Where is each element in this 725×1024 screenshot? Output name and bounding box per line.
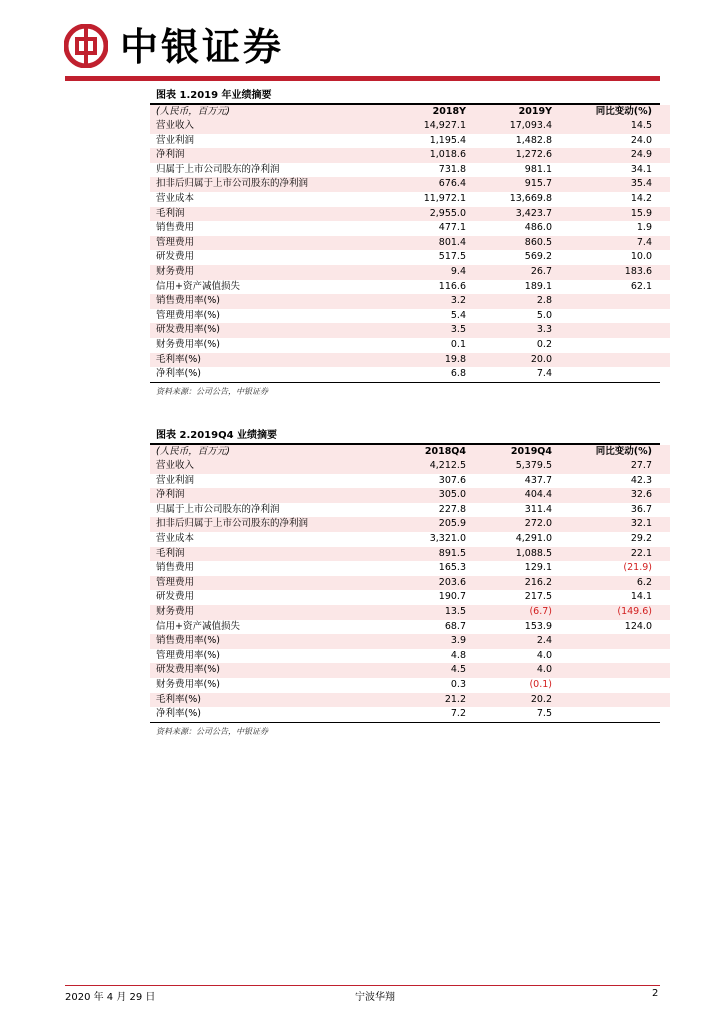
table-cell: 203.6 xyxy=(386,576,472,591)
table-cell: 569.2 xyxy=(524,251,552,263)
header-rule xyxy=(65,76,660,81)
table-cell xyxy=(558,678,670,693)
table-cell: 20.0 xyxy=(472,353,558,368)
table-cell: 3.9 xyxy=(386,634,472,649)
row-label: 毛利率(%) xyxy=(150,693,386,708)
table-cell: 183.6 xyxy=(558,265,670,280)
table1 xyxy=(150,105,670,382)
table-row xyxy=(150,605,670,620)
row-label: 财务费用 xyxy=(150,605,386,620)
table-cell: (0.1) xyxy=(529,679,552,690)
row-label: 研发费用 xyxy=(156,251,195,263)
table-cell: 29.2 xyxy=(630,533,652,545)
table-cell: 68.7 xyxy=(444,620,466,632)
table-cell: 14,927.1 xyxy=(386,119,472,134)
table-cell: 404.4 xyxy=(472,488,558,503)
table-cell: (6.7) xyxy=(472,605,558,620)
table-row xyxy=(150,590,670,605)
table-row xyxy=(150,367,670,382)
table-cell: 0.3 xyxy=(450,679,466,690)
table-row xyxy=(150,177,670,192)
table-cell: 4.5 xyxy=(386,663,472,678)
row-label: 销售费用率(%) xyxy=(150,294,386,309)
column-header: (人民币，百万元) xyxy=(150,445,386,460)
table-cell: 981.1 xyxy=(524,163,552,175)
table-cell: 15.9 xyxy=(558,207,670,222)
table-cell: 1,195.4 xyxy=(429,134,466,146)
row-label: 管理费用 xyxy=(150,576,386,591)
table-cell: 35.4 xyxy=(558,177,670,192)
table-cell: (149.6) xyxy=(558,605,670,620)
table-cell: 4.0 xyxy=(472,663,558,678)
table-row xyxy=(150,192,670,207)
table-cell: 7.5 xyxy=(536,708,552,720)
row-label: 营业收入 xyxy=(150,119,386,134)
table-cell: 129.1 xyxy=(524,562,552,574)
table-row xyxy=(150,693,670,708)
table-cell: 1,018.6 xyxy=(386,148,472,163)
column-header: 2018Q4 xyxy=(386,445,472,460)
column-header: 2019Y xyxy=(472,105,558,120)
row-label: 营业收入 xyxy=(150,459,386,474)
table-cell: 3.3 xyxy=(472,323,558,338)
table-cell: 17,093.4 xyxy=(472,119,558,134)
table1-bottom-rule xyxy=(150,382,660,383)
table-cell: 22.1 xyxy=(558,547,670,562)
table-row xyxy=(150,532,670,547)
row-label: 净利润 xyxy=(150,488,386,503)
table1-title: 图表 1.2019 年业绩摘要 xyxy=(156,90,272,101)
table-cell: 272.0 xyxy=(472,517,558,532)
table2 xyxy=(150,445,670,722)
table-cell xyxy=(558,693,670,708)
table-cell: 62.1 xyxy=(630,280,652,292)
table-cell: 14.5 xyxy=(558,119,670,134)
table-cell xyxy=(558,323,670,338)
table-row xyxy=(150,353,670,368)
table-row xyxy=(150,294,670,309)
table-cell: 7.4 xyxy=(558,236,670,251)
table-cell: 21.2 xyxy=(386,693,472,708)
row-label: 净利率(%) xyxy=(156,708,201,720)
table-cell: 34.1 xyxy=(630,163,652,175)
table-cell: 307.6 xyxy=(438,474,466,486)
table-cell: 13.5 xyxy=(386,605,472,620)
table-cell: 4,212.5 xyxy=(386,459,472,474)
row-label: 信用+资产减值损失 xyxy=(156,280,240,292)
table-cell: 0.1 xyxy=(450,339,466,350)
row-label: 管理费用率(%) xyxy=(156,309,220,321)
table-cell: 2,955.0 xyxy=(386,207,472,222)
table-row xyxy=(150,338,670,353)
table-cell: 227.8 xyxy=(438,503,466,515)
row-label: 销售费用 xyxy=(156,222,195,234)
table-row xyxy=(150,503,670,518)
table-row xyxy=(150,148,670,163)
table1-source: 资料来源：公司公告，中银证券 xyxy=(156,386,268,396)
table-row xyxy=(150,280,670,295)
table-cell xyxy=(558,338,670,353)
table-row xyxy=(150,474,670,489)
table-cell: 7.2 xyxy=(450,708,466,720)
table-cell xyxy=(558,707,670,722)
table-cell: 32.6 xyxy=(558,488,670,503)
table-cell: 3.2 xyxy=(386,294,472,309)
row-label: 营业成本 xyxy=(156,193,195,205)
table-header-row xyxy=(150,105,670,120)
table-row xyxy=(150,663,670,678)
table-cell: 891.5 xyxy=(386,547,472,562)
table-row xyxy=(150,265,670,280)
table-cell xyxy=(558,649,670,664)
table-cell: 216.2 xyxy=(472,576,558,591)
table-cell: 5.4 xyxy=(450,309,466,321)
row-label: 管理费用率(%) xyxy=(156,649,220,661)
table-cell: 13,669.8 xyxy=(509,193,552,205)
row-label: 财务费用率(%) xyxy=(156,679,220,690)
table-cell: 860.5 xyxy=(472,236,558,251)
table-cell: 42.3 xyxy=(630,474,652,486)
column-header: (人民币，百万元) xyxy=(150,105,386,120)
table-row xyxy=(150,649,670,664)
row-label: 毛利率(%) xyxy=(150,353,386,368)
boc-logo-icon xyxy=(64,24,108,68)
row-label: 研发费用 xyxy=(156,591,195,603)
table-cell: 19.8 xyxy=(386,353,472,368)
row-label: 销售费用 xyxy=(156,562,195,574)
table-cell: 3,321.0 xyxy=(429,533,466,545)
table-row xyxy=(150,678,670,693)
table-cell: 4.0 xyxy=(536,649,552,661)
table-cell: 731.8 xyxy=(438,163,466,175)
table-row xyxy=(150,163,670,178)
table-cell: 26.7 xyxy=(472,265,558,280)
table-cell: 4,291.0 xyxy=(515,533,552,545)
table-cell: 205.9 xyxy=(386,517,472,532)
row-label: 营业利润 xyxy=(156,474,195,486)
table-row xyxy=(150,250,670,265)
table-cell: 24.9 xyxy=(558,148,670,163)
table-row xyxy=(150,634,670,649)
table-cell: 20.2 xyxy=(472,693,558,708)
table-cell: 915.7 xyxy=(472,177,558,192)
table-cell: 517.5 xyxy=(438,251,466,263)
table-row xyxy=(150,119,670,134)
table-row xyxy=(150,134,670,149)
table-cell: 6.8 xyxy=(450,368,466,380)
table-cell: 1.9 xyxy=(636,222,652,234)
table-row xyxy=(150,561,670,576)
table-cell xyxy=(558,309,670,324)
table-cell: 1,272.6 xyxy=(472,148,558,163)
column-header: 同比变动(%) xyxy=(558,105,670,120)
table2-bottom-rule xyxy=(150,722,660,723)
table-row xyxy=(150,547,670,562)
table-cell: 2.4 xyxy=(472,634,558,649)
table-cell: 5,379.5 xyxy=(472,459,558,474)
table-cell xyxy=(558,353,670,368)
table-cell xyxy=(558,367,670,382)
table-cell: 305.0 xyxy=(386,488,472,503)
table-cell: 32.1 xyxy=(558,517,670,532)
footer-date: 2020 年 4 月 29 日 xyxy=(65,992,156,1003)
table-cell: 11,972.1 xyxy=(423,193,466,205)
table-cell: 437.7 xyxy=(524,474,552,486)
table-cell: 6.2 xyxy=(558,576,670,591)
table-cell: 3.5 xyxy=(386,323,472,338)
table-row xyxy=(150,221,670,236)
row-label: 毛利润 xyxy=(150,207,386,222)
table-cell: 217.5 xyxy=(524,591,552,603)
row-label: 研发费用率(%) xyxy=(150,663,386,678)
table-row xyxy=(150,517,670,532)
row-label: 营业利润 xyxy=(156,134,195,146)
table-cell: 0.2 xyxy=(536,339,552,350)
column-header: 2018Y xyxy=(386,105,472,120)
row-label: 归属于上市公司股东的净利润 xyxy=(156,503,280,515)
table2-title: 图表 2.2019Q4 业绩摘要 xyxy=(156,430,278,441)
table-cell: 24.0 xyxy=(630,134,652,146)
row-label: 管理费用 xyxy=(150,236,386,251)
footer-rule xyxy=(65,985,660,986)
table-cell: 311.4 xyxy=(524,503,552,515)
table-cell: 36.7 xyxy=(630,503,652,515)
table-cell: 10.0 xyxy=(630,251,652,263)
row-label: 财务费用 xyxy=(150,265,386,280)
table-row xyxy=(150,323,670,338)
table-cell: 5.0 xyxy=(536,309,552,321)
table-header-row xyxy=(150,445,670,460)
table-cell: 3,423.7 xyxy=(472,207,558,222)
table1-section xyxy=(150,89,660,397)
table-row xyxy=(150,207,670,222)
table-row xyxy=(150,309,670,324)
table-cell: 27.7 xyxy=(558,459,670,474)
row-label: 销售费用率(%) xyxy=(150,634,386,649)
row-label: 营业成本 xyxy=(156,533,195,545)
table2-section xyxy=(150,429,660,737)
row-label: 财务费用率(%) xyxy=(156,339,220,350)
table-cell: 190.7 xyxy=(438,591,466,603)
table-row xyxy=(150,459,670,474)
table-cell: 116.6 xyxy=(438,280,466,292)
table-row xyxy=(150,576,670,591)
row-label: 扣非后归属于上市公司股东的净利润 xyxy=(150,517,386,532)
brand-name: 中银证券 xyxy=(120,24,285,69)
table-cell xyxy=(558,634,670,649)
table-cell: 477.1 xyxy=(438,222,466,234)
row-label: 归属于上市公司股东的净利润 xyxy=(156,163,280,175)
table-cell: 4.8 xyxy=(450,649,466,661)
table-row xyxy=(150,620,670,635)
column-header: 2019Q4 xyxy=(472,445,558,460)
table-cell: 486.0 xyxy=(524,222,552,234)
footer-company: 宁波华翔 xyxy=(355,992,395,1003)
row-label: 研发费用率(%) xyxy=(150,323,386,338)
row-label: 净利润 xyxy=(150,148,386,163)
table-cell: 801.4 xyxy=(386,236,472,251)
footer-page-number: 2 xyxy=(652,988,659,999)
table-cell: 124.0 xyxy=(624,620,652,632)
table2-source: 资料来源：公司公告，中银证券 xyxy=(156,726,268,736)
table-row xyxy=(150,488,670,503)
column-header: 同比变动(%) xyxy=(558,445,670,460)
table-row xyxy=(150,236,670,251)
table-cell: 7.4 xyxy=(536,368,552,380)
table-cell xyxy=(558,294,670,309)
row-label: 信用+资产减值损失 xyxy=(156,620,240,632)
table-cell: 165.3 xyxy=(438,562,466,574)
row-label: 毛利润 xyxy=(150,547,386,562)
table-cell xyxy=(558,663,670,678)
table-row xyxy=(150,707,670,722)
table-cell: 14.1 xyxy=(630,591,652,603)
table-cell: 9.4 xyxy=(386,265,472,280)
row-label: 净利率(%) xyxy=(156,368,201,380)
table-cell: 189.1 xyxy=(524,280,552,292)
table-cell: 1,088.5 xyxy=(472,547,558,562)
table-cell: 676.4 xyxy=(386,177,472,192)
table-cell: (21.9) xyxy=(623,562,652,574)
table-cell: 153.9 xyxy=(524,620,552,632)
table-cell: 2.8 xyxy=(472,294,558,309)
table-cell: 1,482.8 xyxy=(515,134,552,146)
row-label: 扣非后归属于上市公司股东的净利润 xyxy=(150,177,386,192)
table-cell: 14.2 xyxy=(630,193,652,205)
